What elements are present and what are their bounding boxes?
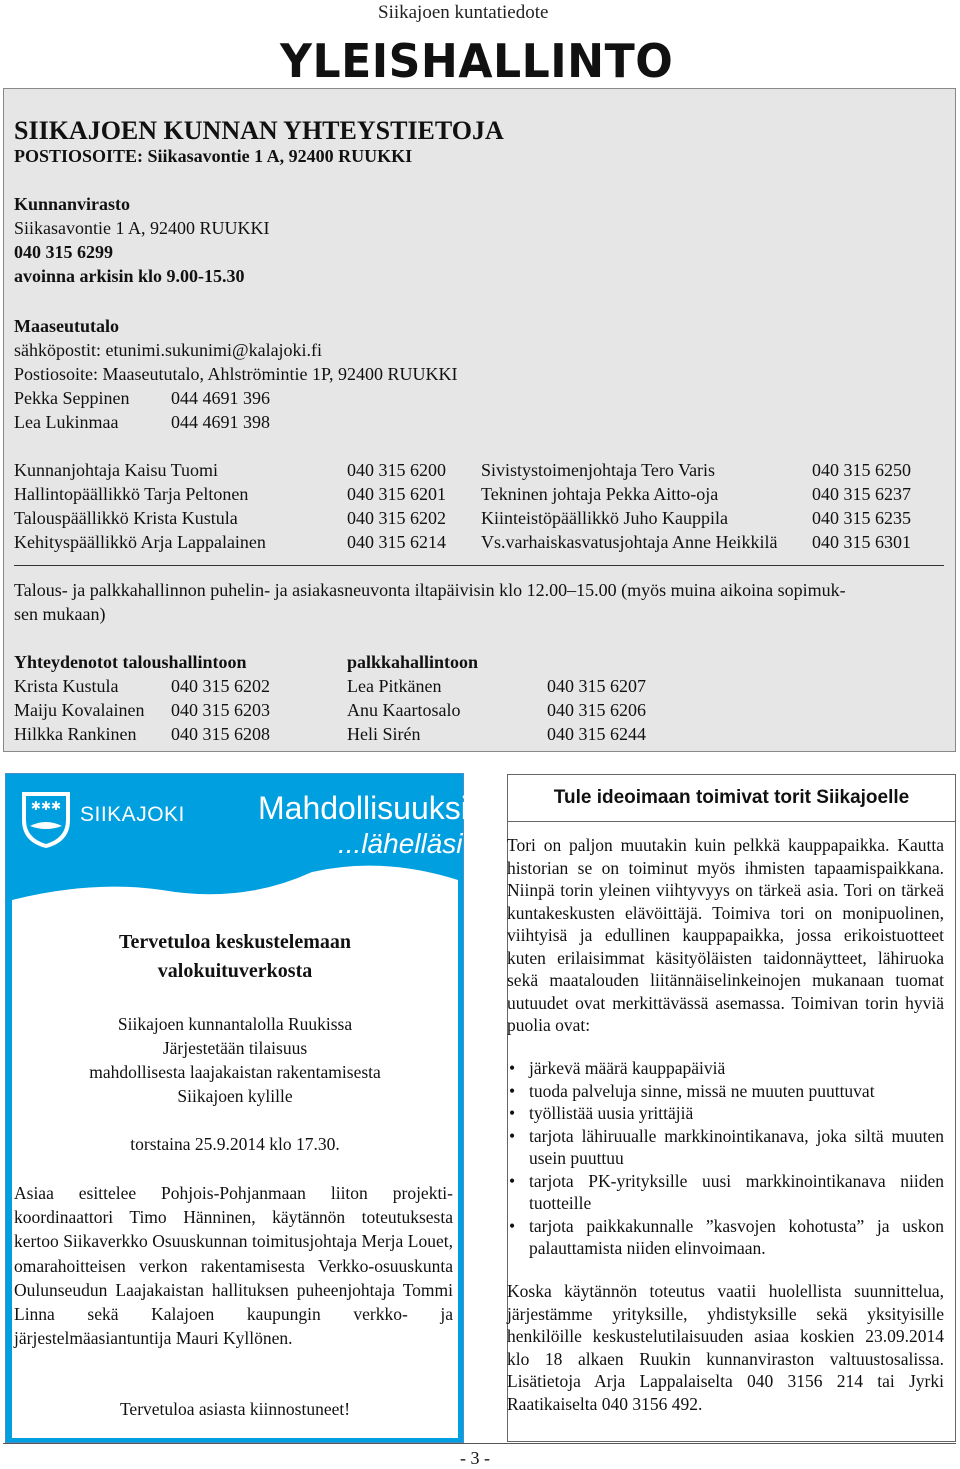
payroll-phone: 040 315 6206 [547, 700, 646, 720]
payroll-name: Lea Pitkänen [347, 676, 442, 696]
contact-box [3, 88, 956, 752]
agri-title: Maaseututalo [14, 316, 119, 336]
office-phone: 040 315 6299 [14, 242, 113, 262]
staff-phone: 040 315 6201 [347, 484, 446, 504]
slogan-sub: ...lähelläsi [338, 828, 463, 859]
staff-phone: 040 315 6250 [812, 460, 911, 480]
agri-person-phone: 044 4691 398 [171, 412, 270, 432]
staff-name: Kehityspäällikkö Arja Lappalainen [14, 532, 266, 552]
office-address: Siikasavontie 1 A, 92400 RUUKKI [14, 218, 270, 238]
article-bullets [507, 1057, 944, 1260]
list-item: • järkevä määrä kauppapäiviä [507, 1057, 944, 1080]
service-note-cont: sen mukaan) [14, 604, 106, 624]
list-item: • tuoda palveluja sinne, missä ne muuten puuttuvat [507, 1080, 944, 1103]
office-hours: avoinna arkisin klo 9.00-15.30 [14, 266, 245, 286]
staff-phone: 040 315 6214 [347, 532, 446, 552]
divider [14, 565, 944, 566]
staff-phone: 040 315 6237 [812, 484, 911, 504]
office-title: Kunnanvirasto [14, 194, 131, 214]
staff-phone: 040 315 6202 [347, 508, 446, 528]
list-item: • tarjota lähiruualle markkinointikanava, joka siltä muuten usein puuttuu [507, 1125, 944, 1170]
staff-name: Hallintopäällikkö Tarja Peltonen [14, 484, 249, 504]
ad-line: mahdollisesta laajakaistan rakentamisesta [89, 1062, 381, 1082]
article-intro: Tori on paljon muutakin kuin pelkkä kauppapaikka. Kautta historian se on toiminut myös ihmisten tapaamispaikkana. Niinpä torin yleinen viihtyvyys on tärkeä asia. Tori on tärkeä kuntakeskusten elävöittäjä. Toimiva tori on monipuolinen, viihtyisä ja edullinen kauppapaikka, jossa erikoistuotteet kuten erilaisimmat käsityöläisten taidonnäytteet, lähiruoka sekä maatalouden liitännäiselinkeinojen mukanaan tuomat uutuudet ovat merkittävässä asemassa. Toimivan torin hyviä puolia ovat: [507, 835, 944, 1035]
staff-phone: 040 315 6301 [812, 532, 911, 552]
agri-person-name: Lea Lukinmaa [14, 412, 119, 432]
coat-of-arms-logo [20, 790, 72, 850]
agri-person-name: Pekka Seppinen [14, 388, 130, 408]
logo-text: SIIKAJOKI [80, 803, 185, 826]
finance-phone: 040 315 6202 [171, 676, 270, 696]
ad-title-2: valokuituverkosta [157, 960, 313, 982]
finance-name: Krista Kustula [14, 676, 119, 696]
ad-title-1: Tervetuloa keskustelemaan [118, 931, 352, 953]
staff-phone: 040 315 6200 [347, 460, 446, 480]
finance-title: Yhteydenotot taloushallintoon [14, 652, 247, 672]
ad-content [12, 920, 458, 1438]
slogan: Mahdollisuuksia [258, 790, 486, 826]
ad-closing: Tervetuloa asiasta kiinnostuneet! [119, 1399, 351, 1419]
svg-text:✱✱✱: ✱✱✱ [30, 799, 62, 813]
ad-date: torstaina 25.9.2014 klo 17.30. [130, 1134, 340, 1154]
ad-line: Siikajoen kylille [177, 1086, 293, 1106]
staff-name: Vs.varhaiskasvatusjohtaja Anne Heikkilä [481, 532, 778, 552]
staff-name: Sivistystoimenjohtaja Tero Varis [481, 460, 716, 480]
staff-name: Kunnanjohtaja Kaisu Tuomi [14, 460, 219, 480]
staff-phone: 040 315 6235 [812, 508, 911, 528]
list-item: • työllistää uusia yrittäjiä [507, 1102, 944, 1125]
list-item: • tarjota paikkakunnalle ”kasvojen kohotusta” ja uskon palauttamista niiden elinvoimaan. [507, 1215, 944, 1260]
page-number: - 3 - [460, 1448, 490, 1468]
staff-name: Kiinteistöpäällikkö Juho Kauppila [481, 508, 728, 528]
list-item: • tarjota PK-yrityksille uusi markkinointikanava niiden tuotteille [507, 1170, 944, 1215]
finance-name: Hilkka Rankinen [14, 724, 137, 744]
agri-person-phone: 044 4691 396 [171, 388, 270, 408]
ad-line: Järjestetään tilaisuus [162, 1038, 308, 1058]
staff-name: Tekninen johtaja Pekka Aitto-oja [481, 484, 719, 504]
service-note: Talous- ja palkkahallinnon puhelin- ja asiakasneuvonta iltapäivisin klo 12.00–15.00 (myös muina aikoina sopimuk- [14, 580, 846, 600]
ad-line: Siikajoen kunnantalolla Ruukissa [117, 1014, 353, 1034]
postal-address: POSTIOSOITE: Siikasavontie 1 A, 92400 RUUKKI [14, 146, 413, 166]
ad-body: Asiaa esittelee Pohjois-Pohjanmaan liiton projekti-koordinaattori Timo Hänninen, käytännön toteutuksesta kertoo Siikaverkko Osuuskunnan toimitusjohtaja Merja Louet, omarahoitteisen verkon rakentamisesta Verkko-osuuskunta Oulunseudun Laajakaistan hallituksen puheenjohtaja Tommi Linna sekä Kalajoen kaupungin verkko- ja järjestelmäasiantuntija Mauri Kyllönen. [14, 1183, 453, 1349]
payroll-title: palkkahallintoon [347, 652, 479, 672]
finance-phone: 040 315 6208 [171, 724, 270, 744]
payroll-phone: 040 315 6207 [547, 676, 646, 696]
agri-postal: Postiosoite: Maaseututalo, Ahlströmintie 1P, 92400 RUUKKI [14, 364, 458, 384]
payroll-phone: 040 315 6244 [547, 724, 646, 744]
finance-name: Maiju Kovalainen [14, 700, 145, 720]
agri-email: sähköpostit: etunimi.sukunimi@kalajoki.fi [14, 340, 323, 360]
article-outro: Koska käytännön toteutus vaatii huolellista suunnittelua, järjestämme yrityksille, yhdistyksille sekä yksityisille henkilöille keskustelutilaisuuden asiaa koskien 23.09.2014 klo 18 alkaen Ruukin kunnanviraston valtuustosalissa. Lisätietoja Arja Lappalaiselta 040 3156 214 tai Jyrki Raatikaiselta 040 3156 492. [507, 1281, 944, 1414]
payroll-name: Anu Kaartosalo [347, 700, 461, 720]
payroll-name: Heli Sirén [347, 724, 421, 744]
footer-divider [3, 1443, 956, 1444]
contact-title: SIIKAJOEN KUNNAN YHTEYSTIETOJA [14, 116, 504, 145]
finance-phone: 040 315 6203 [171, 700, 270, 720]
section-title: YLEISHALLINTO [280, 34, 674, 88]
publication-name: Siikajoen kuntatiedote [378, 2, 549, 23]
staff-name: Talouspäällikkö Krista Kustula [14, 508, 238, 528]
decorative-wave [12, 860, 458, 922]
article-title: Tule ideoimaan toimivat torit Siikajoelle [553, 787, 910, 808]
